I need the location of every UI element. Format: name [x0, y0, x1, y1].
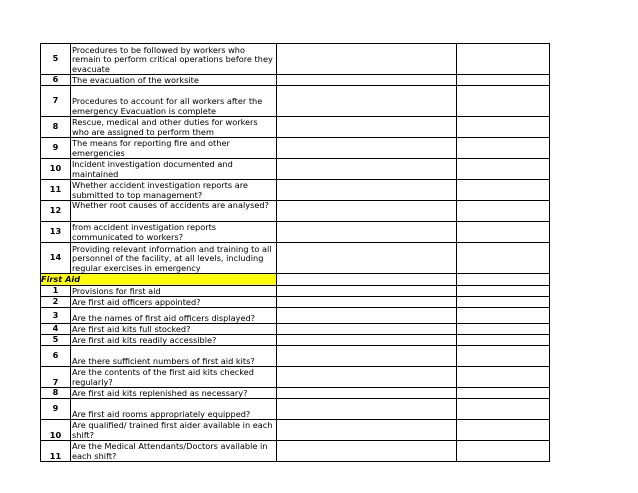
response-cell[interactable] [277, 367, 457, 388]
table-row [41, 308, 550, 324]
response-cell[interactable] [277, 441, 457, 462]
remarks-cell[interactable] [457, 441, 550, 462]
remarks-cell[interactable] [457, 138, 550, 159]
row-question: Are first aid kits readily accessible? [71, 335, 277, 346]
section-title: First Aid [41, 274, 276, 285]
table-row [41, 44, 550, 75]
row-question: Are qualified/ trained first aider available in each shift? [71, 420, 277, 441]
response-cell[interactable] [277, 274, 457, 286]
section-header-row [41, 274, 550, 286]
remarks-cell[interactable] [457, 286, 550, 297]
row-number: 5 [41, 44, 71, 75]
response-cell[interactable] [277, 420, 457, 441]
row-question: Whether root causes of accidents are analysed? [71, 201, 277, 222]
row-number: 7 [41, 86, 71, 117]
row-question: Are the Medical Attendants/Doctors available in each shift? [71, 441, 277, 462]
row-number: 1 [41, 286, 71, 297]
row-number: 6 [41, 346, 71, 367]
response-cell[interactable] [277, 243, 457, 274]
remarks-cell[interactable] [457, 75, 550, 86]
remarks-cell[interactable] [457, 388, 550, 399]
table-row [41, 399, 550, 420]
row-number: 11 [41, 441, 71, 462]
row-question: Whether accident investigation reports are submitted to top management? [71, 180, 277, 201]
table-row [41, 117, 550, 138]
response-cell[interactable] [277, 44, 457, 75]
row-question: Provisions for first aid [71, 286, 277, 297]
response-cell[interactable] [277, 346, 457, 367]
row-question: from accident investigation reports communicated to workers? [71, 222, 277, 243]
remarks-cell[interactable] [457, 201, 550, 222]
table-row [41, 346, 550, 367]
response-cell[interactable] [277, 286, 457, 297]
remarks-cell[interactable] [457, 222, 550, 243]
table-row [41, 86, 550, 117]
remarks-cell[interactable] [457, 346, 550, 367]
response-cell[interactable] [277, 297, 457, 308]
row-number: 6 [41, 75, 71, 86]
table-row [41, 243, 550, 274]
remarks-cell[interactable] [457, 297, 550, 308]
row-number: 2 [41, 297, 71, 308]
table-row [41, 138, 550, 159]
table-row [41, 441, 550, 462]
remarks-cell[interactable] [457, 308, 550, 324]
table-row [41, 159, 550, 180]
row-question: Incident investigation documented and maintained [71, 159, 277, 180]
checklist-table [40, 43, 550, 462]
remarks-cell[interactable] [457, 180, 550, 201]
remarks-cell[interactable] [457, 86, 550, 117]
remarks-cell[interactable] [457, 367, 550, 388]
row-number: 9 [41, 399, 71, 420]
row-question: Are there sufficient numbers of first aid kits? [71, 346, 277, 367]
section-header-cell [41, 274, 277, 286]
response-cell[interactable] [277, 75, 457, 86]
response-cell[interactable] [277, 388, 457, 399]
row-question: Are first aid officers appointed? [71, 297, 277, 308]
row-number: 4 [41, 324, 71, 335]
row-number: 7 [41, 367, 71, 388]
row-question: Rescue, medical and other duties for workers who are assigned to perform them [71, 117, 277, 138]
row-number: 13 [41, 222, 71, 243]
row-number: 8 [41, 388, 71, 399]
table-row [41, 335, 550, 346]
remarks-cell[interactable] [457, 274, 550, 286]
row-number: 9 [41, 138, 71, 159]
response-cell[interactable] [277, 138, 457, 159]
row-question: Are the contents of the first aid kits checked regularly? [71, 367, 277, 388]
remarks-cell[interactable] [457, 117, 550, 138]
table-row [41, 222, 550, 243]
table-row [41, 324, 550, 335]
response-cell[interactable] [277, 335, 457, 346]
row-number: 14 [41, 243, 71, 274]
row-question: Are first aid kits full stocked? [71, 324, 277, 335]
table-row [41, 75, 550, 86]
row-number: 8 [41, 117, 71, 138]
remarks-cell[interactable] [457, 420, 550, 441]
remarks-cell[interactable] [457, 324, 550, 335]
response-cell[interactable] [277, 308, 457, 324]
response-cell[interactable] [277, 86, 457, 117]
table-row [41, 388, 550, 399]
response-cell[interactable] [277, 201, 457, 222]
response-cell[interactable] [277, 117, 457, 138]
response-cell[interactable] [277, 399, 457, 420]
table-row [41, 286, 550, 297]
response-cell[interactable] [277, 180, 457, 201]
table-row [41, 420, 550, 441]
row-question: Procedures to be followed by workers who remain to perform critical operations before they evacuate [71, 44, 277, 75]
row-number: 5 [41, 335, 71, 346]
remarks-cell[interactable] [457, 243, 550, 274]
row-number: 12 [41, 201, 71, 222]
row-number: 10 [41, 420, 71, 441]
row-number: 11 [41, 180, 71, 201]
row-number: 3 [41, 308, 71, 324]
row-question: The evacuation of the worksite [71, 75, 277, 86]
response-cell[interactable] [277, 159, 457, 180]
table-row [41, 180, 550, 201]
remarks-cell[interactable] [457, 159, 550, 180]
row-question: Are first aid rooms appropriately equipped? [71, 399, 277, 420]
row-question: Procedures to account for all workers after the emergency Evacuation is complete [71, 86, 277, 117]
table-row [41, 367, 550, 388]
table-row [41, 297, 550, 308]
table-row [41, 201, 550, 222]
response-cell[interactable] [277, 324, 457, 335]
row-question: Are the names of first aid officers displayed? [71, 308, 277, 324]
remarks-cell[interactable] [457, 335, 550, 346]
response-cell[interactable] [277, 222, 457, 243]
row-question: The means for reporting fire and other emergencies [71, 138, 277, 159]
remarks-cell[interactable] [457, 44, 550, 75]
remarks-cell[interactable] [457, 399, 550, 420]
row-number: 10 [41, 159, 71, 180]
row-question: Are first aid kits replenished as necessary? [71, 388, 277, 399]
row-question: Providing relevant information and training to all personnel of the facility, at all levels, including regular exercises in emergency [71, 243, 277, 274]
